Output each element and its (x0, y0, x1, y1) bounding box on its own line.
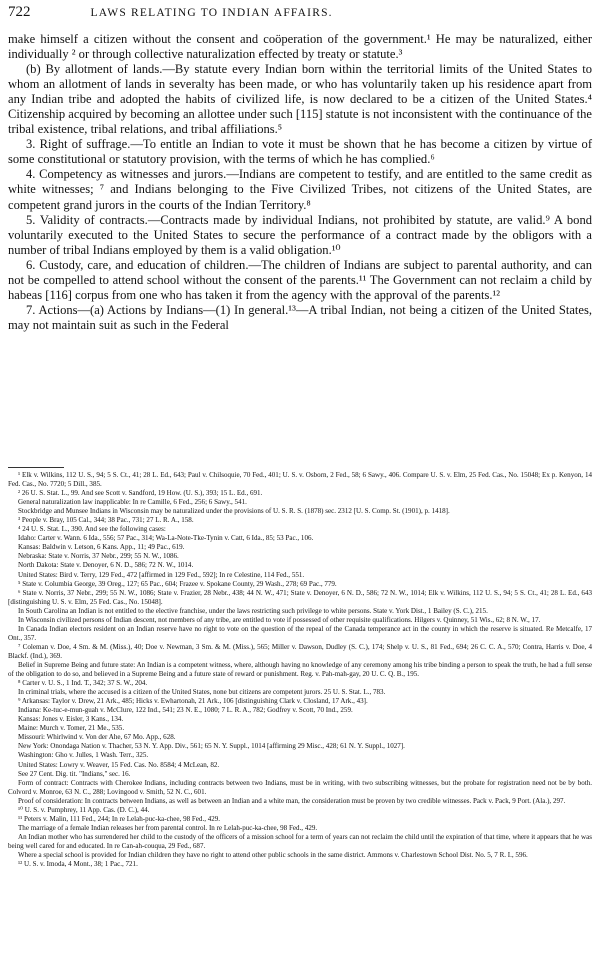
footnote: ⁶ State v. Norris, 37 Nebr., 299; 55 N. W., 1086; State v. Frazier, 28 Nebr., 438; 44 N. W., 471; State v. Denoyer, 6 N. D., 586; 72 N. W., 1014; Elk v. Wilkins, 112 U. S., 94; 5 S. Ct., 41; 28 L. Ed., 643 [distinguishing U. S. v. Elm, 25 Fed. Cas., No. 15048]. (8, 588, 592, 606)
footnote: Indiana: Ke-tuc-e-mun-guah v. McClure, 122 Ind., 541; 23 N. E., 1080; 7 L. R. A., 782; Godfrey v. Scott, 70 Ind., 259. (18, 706, 353, 715)
footnote: ¹⁰ U. S. v. Pumphrey, 11 App. Cas. (D. C.), 44. (18, 805, 150, 814)
footnote: In Canada Indian electors resident on an Indian reserve have no right to vote on the question of the repeal of the Canada temperance act in the county in which the reserve is situated. Re Metcalfe, 17 Ont., 357. (8, 624, 592, 642)
footnote: See 27 Cent. Dig. tit. "Indians," sec. 16. (18, 769, 131, 778)
footnote: Maine: Murch v. Tomer, 21 Me., 535. (18, 724, 125, 733)
footnote: Where a special school is provided for Indian children they have no right to attend other public schools in the same district. Ammons v. Charlestown School Dist. No. 5, 7 R. I., 596. (18, 850, 528, 859)
paragraph-allotment: (b) By allotment of lands.—By statute every Indian born within the territorial limits of the United States to whom an allotment of lands in severalty has been made, or who has voluntarily taken up his residence apart from any Indian tribe and adopted the habits of civilized life, is now declared to be a citizen of the United States.⁴ Citizenship acquired by becoming an allottee under such [115] statute is not inconsistent with the continuance of the tribal existence, tribal relations, and tribal affiliations.⁵ (8, 62, 592, 137)
footnote: In Wisconsin civilized persons of Indian descent, not members of any tribe, are entitled to vote if possessed of other requisite qualifications. Hilgers v. Quinney, 51 Wis., 62; 8 N. W., 17. (18, 615, 541, 624)
footnote: Kansas: Jones v. Eisler, 3 Kans., 134. (18, 715, 124, 724)
paragraph-witnesses: 4. Competency as witnesses and jurors.—Indians are competent to testify, and are entitled to the same credit as white witnesses; ⁷ and Indians belonging to the Five Civilized Tribes, not citizens of the United States, are competent grand jurors in the courts of the Indian Territory.⁸ (8, 167, 592, 212)
footnote: ¹² U. S. v. Imoda, 4 Mont., 38; 1 Pac., 721. (18, 860, 138, 869)
footnote: ⁵ State v. Columbia George, 39 Oreg., 127; 65 Pac., 604; Frazee v. Spokane County, 29 Wash., 278; 69 Pac., 779. (18, 579, 337, 588)
footnote: Form of contract: Contracts with Cherokee Indians, including contracts between two Indians, must be in writing, with two subscribing witnesses, but the probate for registration need not be by both. Colvord v. Monroe, 63 N. C., 288; Lovingood v. Smith, 52 N. C., 601. (8, 778, 592, 796)
footnote: New York: Onondaga Nation v. Thacher, 53 N. Y. App. Div., 561; 65 N. Y. Suppl., 1014 [affirming 29 Misc., 428; 61 N. Y. Suppl., 1027]. (18, 742, 405, 751)
footnote: ³ People v. Bray, 105 Cal., 344; 38 Pac., 731; 27 L. R. A., 158. (18, 516, 194, 525)
paragraph-children: 6. Custody, care, and education of children.—The children of Indians are subject to parental authority, and can not be compelled to attend school without the consent of the parents.¹¹ The Government can not reclaim a child by habeas [116] corpus from one who has taken it from the agency with the approval of the parents.¹² (8, 257, 592, 302)
footnote: Nebraska: State v. Norris, 37 Nebr., 299; 55 N. W., 1086. (18, 552, 179, 561)
footnotes (8, 471, 592, 869)
footnote: Missouri: Whirlwind v. Von der Ahe, 67 Mo. App., 628. (18, 733, 176, 742)
footnote: Idaho: Carter v. Wann. 6 Ida., 556; 57 Pac., 314; Wa-La-Note-Tke-Tynin v. Catt, 6 Ida., 85; 53 Pac., 106. (18, 534, 314, 543)
footnote: In South Carolina an Indian is not entitled to the elective franchise, under the laws restricting such privilege to white persons. State v. York Dist., 1 Bailey (S. C.), 215. (18, 606, 488, 615)
footnote: General naturalization law inapplicable: In re Camille, 6 Fed., 256; 6 Sawy., 541. (18, 498, 247, 507)
footnote: An Indian mother who has surrendered her child to the custody of the officers of a mission school for a term of years can not reclaim the child until the expiration of that time, where it appears that he was being well cared for and educated. In re Can-ah-couqua, 29 Fed., 687. (8, 832, 592, 850)
footnote: Stockbridge and Munsee Indians in Wisconsin may be naturalized under the provisions of U. S. R. S. (1878) sec. 2312 [U. S. Comp. St. (1901), p. 1418]. (18, 507, 450, 516)
footnote: In criminal trials, where the accused is a citizen of the United States, none but citizens are competent jurors. 25 U. S. Stat. L., 783. (18, 688, 386, 697)
running-title: LAWS RELATING TO INDIAN AFFAIRS. (90, 7, 333, 19)
footnote: United States: Bird v. Terry, 129 Fed., 472 [affirmed in 129 Fed., 592]; In re Celestine, 114 Fed., 551. (18, 570, 305, 579)
footnote: ⁸ Carter v. U. S., 1 Ind. T., 342; 37 S. W., 204. (18, 679, 148, 688)
page-number: 722 (8, 4, 31, 20)
footnote: ¹¹ Peters v. Malin, 111 Fed., 244; In re Lelah-puc-ka-chee, 98 Fed., 429. (18, 814, 221, 823)
main-text (8, 32, 592, 333)
footnote: Belief in Supreme Being and future state: An Indian is a competent witness, where, although having no knowledge of any ceremony among his tribe binding a person to speak the truth, he had a full sense of the obligation to do so, and believed in a Supreme Being and a future state of reward or punishment. Reg. v. Pah-mah-gay, 20 U. C. Q. B., 195. (8, 660, 592, 679)
footnote: ¹ Elk v. Wilkins, 112 U. S., 94; 5 S. Ct., 41; 28 L. Ed., 643; Paul v. Chilsoquie, 70 Fed., 401; U. S. v. Osborn, 2 Fed., 58; 6 Sawy., 406. Compare U. S. v. Elm, 25 Fed. Cas., No. 15048; Ex p. Kenyon, 14 Fed. Cas., No. 7720; 5 Dill., 385. (8, 471, 592, 489)
footnote: The marriage of a female Indian releases her from parental control. In re Lelah-puc-ka-chee, 98 Fed., 429. (18, 823, 318, 832)
paragraph-contracts: 5. Validity of contracts.—Contracts made by individual Indians, not prohibited by statute, are valid.⁹ A bond voluntarily executed to the United States to secure the performance of a contract made by the obligors with a number of tribal Indians employed by them is a valid obligation.¹⁰ (8, 212, 592, 257)
footnote: ² 26 U. S. Stat. L., 99. And see Scott v. Sandford, 19 How. (U. S.), 393; 15 L. Ed., 691. (18, 489, 263, 498)
footnote: Kansas: Baldwin v. Letson, 6 Kans. App., 11; 49 Pac., 619. (18, 543, 185, 552)
footnote: ⁹ Arkansas: Taylor v. Drew, 21 Ark., 485; Hicks v. Ewhartonah, 21 Ark., 106 [distinguishing Clark v. Closland, 17 Ark., 43]. (18, 697, 368, 706)
footnote: ⁴ 24 U. S. Stat. L., 390. And see the following cases: (18, 525, 166, 534)
paragraph-suffrage: 3. Right of suffrage.—To entitle an Indian to vote it must be shown that he has become a citizen by virtue of some constitutional or statutory provision, with the terms of which he has complied.⁶ (8, 137, 592, 167)
paragraph-actions: 7. Actions—(a) Actions by Indians—(1) In general.¹³—A tribal Indian, not being a citizen of the United States, may not maintain suit as such in the Federal (8, 302, 592, 332)
footnote: United States: Lowry v. Weaver, 15 Fed. Cas. No. 8584; 4 McLean, 82. (18, 760, 220, 769)
footnote: Washington: Gho v. Julles, 1 Wash. Terr., 325. (18, 751, 149, 760)
footnote: ⁷ Coleman v. Doe, 4 Sm. & M. (Miss.), 40; Doe v. Newman, 3 Sm. & M. (Miss.), 565; Miller v. Dawson, Dudley (S. C.), 174; Shelp v. U. S., 81 Fed., 694; 26 C. C. A., 570; Contra, Harris v. Doe, 4 Blackf. (Ind.), 369. (8, 642, 592, 660)
page-header (8, 4, 592, 26)
footnote: North Dakota: State v. Denoyer, 6 N. D., 586; 72 N. W., 1014. (18, 561, 194, 570)
footnote: Proof of consideration: In contracts between Indians, as well as between an Indian and a white man, the consideration must be proven by two credible witnesses. Pack v. Pack, 9 Port. (Ala.), 297. (18, 796, 566, 805)
paragraph-continuation: make himself a citizen without the consent and coöperation of the government.¹ He may be naturalized, either individually ² or through collective naturalization effected by treaty or statute.³ (8, 32, 592, 62)
footnote-divider (8, 467, 64, 468)
